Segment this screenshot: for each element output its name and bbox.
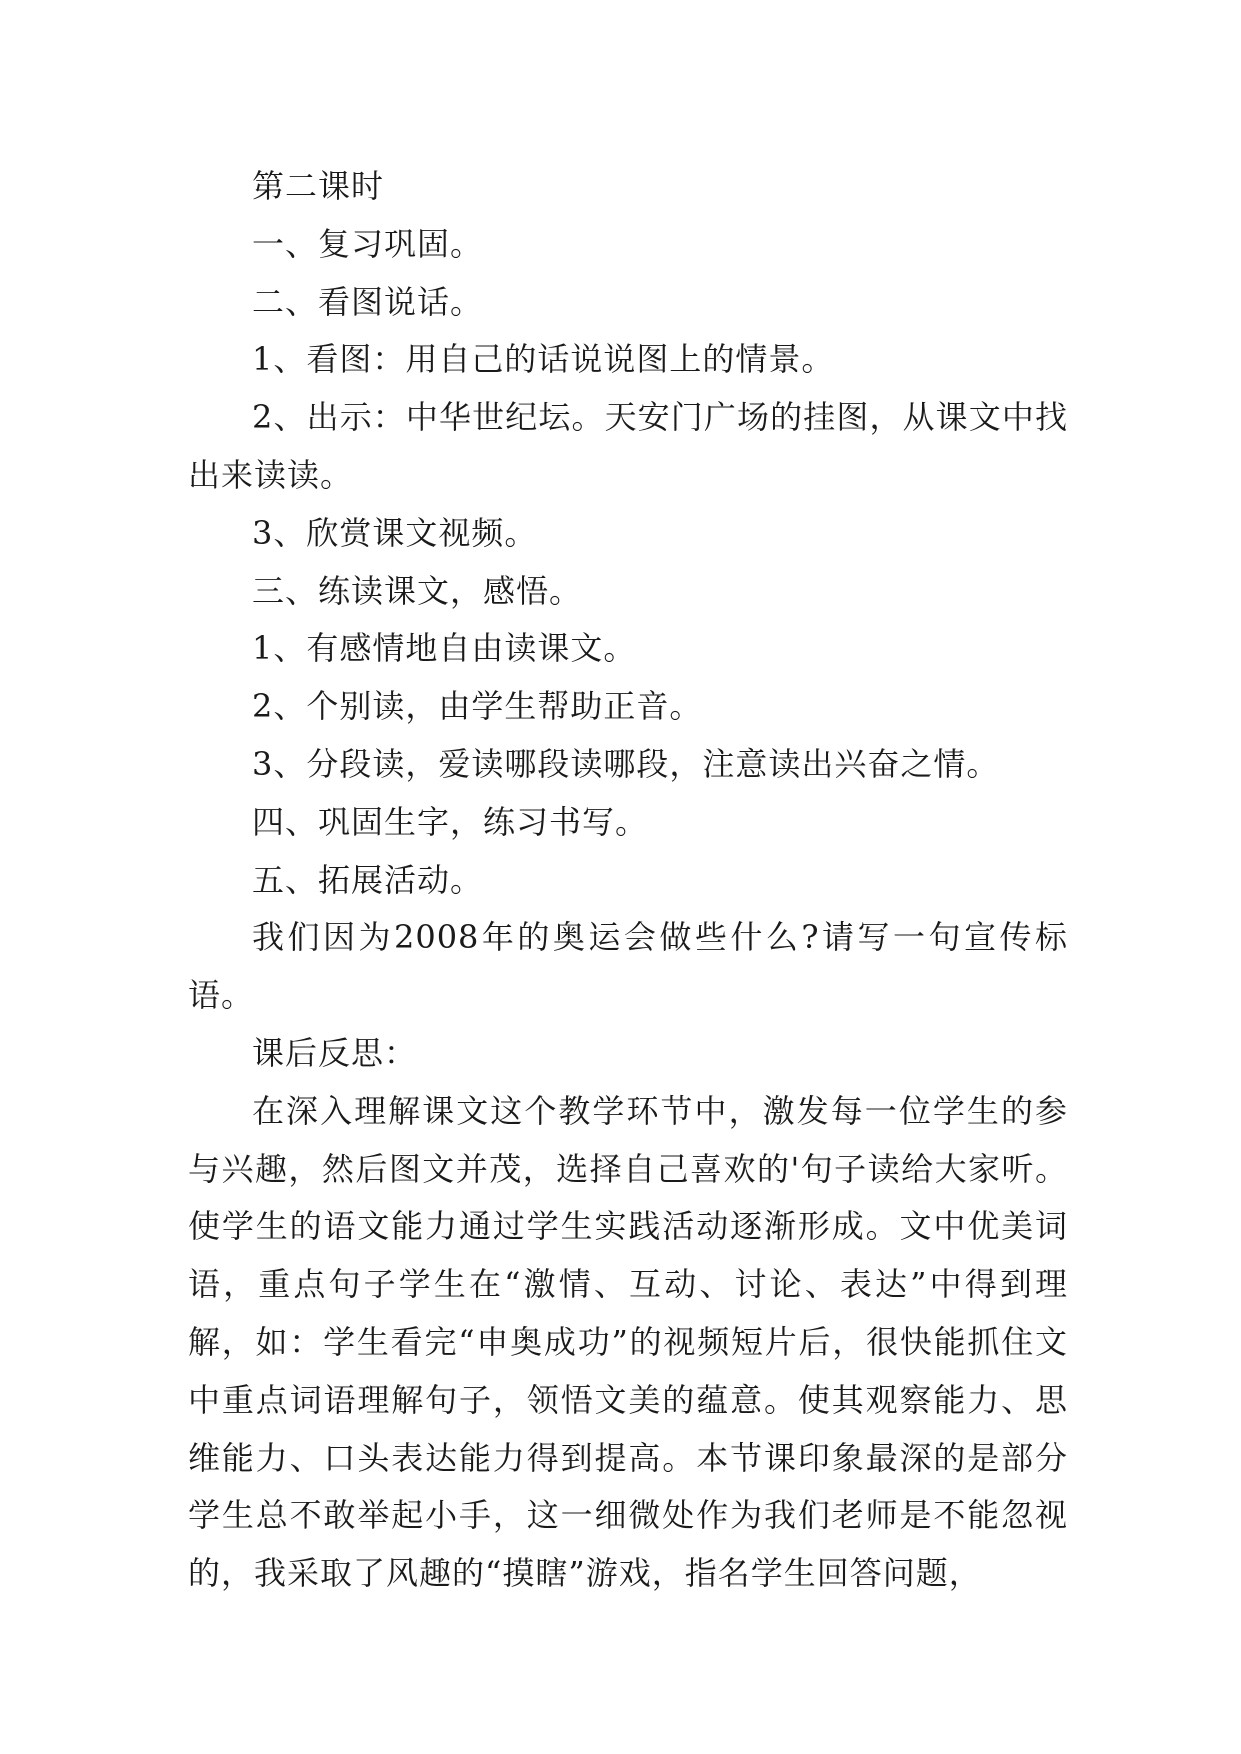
- step-individual-reading: 2、个别读，由学生帮助正音。: [252, 687, 703, 726]
- reflection-body: 在深入理解课文这个教学环节中，激发每一位学生的参与兴趣，然后图文并茂，选择自己喜欢的'句子读给大家听。使学生的语文能力通过学生实践活动逐渐形成。文中优美词语，重点句子学生在“激情、互动、讨论、表达”中得到理解，如：学生看完“申奥成功”的视频短片后，很快能抓住文中重点词语理解句子，领悟文美的蕴意。使其观察能力、思维能力、口头表达能力得到提高。本节课印象最深的是部分学生总不敢举起小手，这一细微处作为我们老师是不能忽视的，我采取了风趣的“摸瞎”游戏，指名学生回答问题，: [188, 1091, 1068, 1593]
- activity-prompt: 我们因为2008年的奥运会做些什么?请写一句宣传标语。: [188, 918, 1068, 1015]
- section-picture-talk: 二、看图说话。: [252, 282, 484, 321]
- section-consolidate-characters: 四、巩固生字，练习书写。: [252, 802, 649, 841]
- step-show-wall-chart: 2、出示：中华世纪坛。天安门广场的挂图，从课文中找出来读读。: [188, 398, 1068, 494]
- reflection-heading: 课后反思：: [252, 1033, 418, 1072]
- section-practice-reading: 三、练读课文，感悟。: [252, 571, 583, 610]
- lesson-heading: 第二课时: [252, 167, 385, 205]
- document-body: [188, 158, 1068, 1603]
- step-paragraph-reading: 3、分段读，爱读哪段读哪段，注意读出兴奋之情。: [252, 744, 1000, 783]
- section-review: 一、复习巩固。: [252, 224, 484, 263]
- step-free-reading: 1、有感情地自由读课文。: [252, 629, 637, 668]
- step-look-at-picture: 1、看图：用自己的话说说图上的情景。: [252, 340, 835, 379]
- step-watch-video: 3、欣赏课文视频。: [252, 513, 538, 552]
- section-extension-activity: 五、拓展活动。: [252, 860, 484, 899]
